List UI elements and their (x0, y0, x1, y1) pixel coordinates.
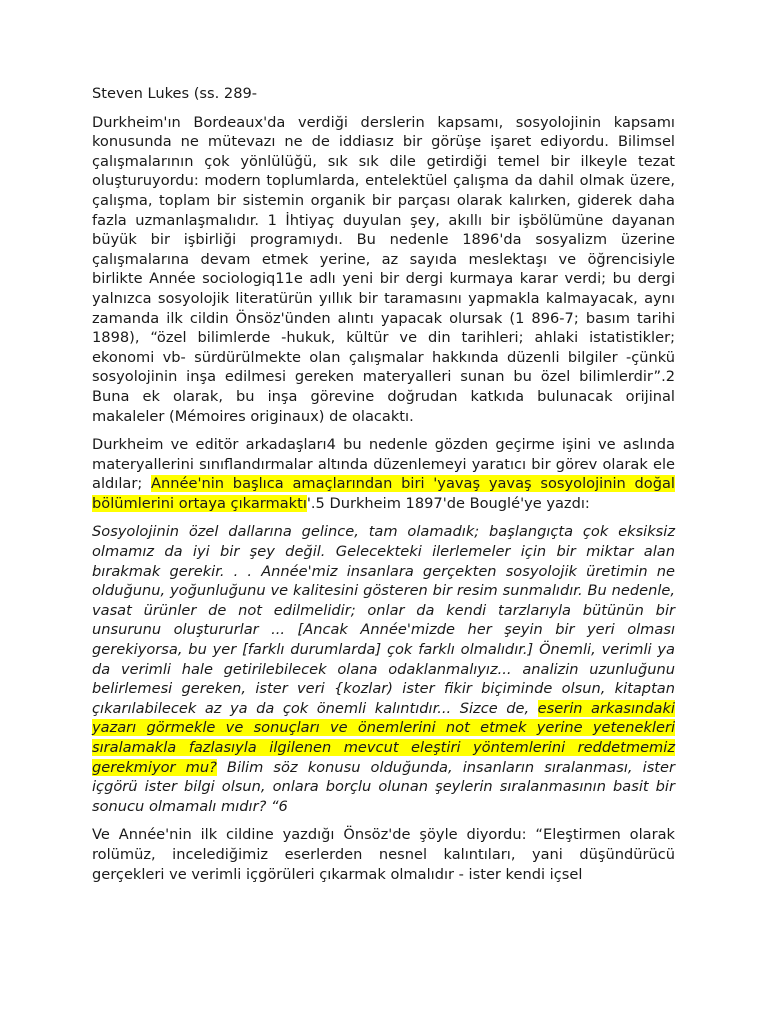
quote-text-after: Bilim söz konusu olduğunda, insanların sıralanması, ister içgörü ister bilgi olsun, onlara borçlu olunan şeylerin sıralanmasının basit bir sonucu olmamalı mıdır? “6 (92, 758, 675, 815)
document-heading: Steven Lukes (ss. 289- (92, 85, 258, 102)
paragraph-2-text-before: Durkheim ve editör arkadaşları4 bu nedenle gözden geçirme işini ve aslında materyallerini sınıflandırmalar altında düzenlemeyi yaratıcı bir görev olarak ele aldılar; (92, 436, 675, 493)
document-page (92, 84, 675, 893)
quote-highlight: eserin arkasındaki yazarı görmekle ve sonuçları ve önemlerini not etmek yerine yetenekleri sıralamakla fazlasıyla ilgilenen mevcut eleştiri yöntemlerini reddetmemiz gerekmiyor mu? (92, 699, 675, 776)
paragraph-4: Ve Année'nin ilk cildine yazdığı Önsöz'de şöyle diyordu: “Eleştirmen olarak rolümüz, incelediğimiz eserlerden nesnel kalıntıları, yani düşündürücü gerçekleri ve verimli içgörüleri çıkarmak olmalıdır - ister kendi içsel (92, 826, 675, 883)
block-quote (92, 522, 675, 816)
paragraph-2 (92, 435, 675, 513)
paragraph-1: Durkheim'ın Bordeaux'da verdiği derslerin kapsamı, sosyolojinin kapsamı konusunda ne mütevazı ne de iddiasız bir görüşe işaret ediyordu. Bilimsel çalışmalarının çok yönlülüğü, sık sık dile getirdiği temel bir ilkeyle tezat oluşturuyordu: modern toplumlarda, entelektüel çalışma da dahil olmak üzere, çalışma, toplam bir sistemin organik bir parçası olarak kalırken, giderek daha fazla uzmanlaşmalıdır. 1 İhtiyaç duyulan şey, akıllı bir işbölümüne dayanan büyük bir işbirliği programıydı. Bu nedenle 1896'da sosyalizm üzerine çalışmalarına devam etmek yerine, az sayıda meslektaşı ve öğrencisiyle birlikte Année sociologiq11e adlı yeni bir dergi kurmaya karar verdi; bu dergi yalnızca sosyolojik literatürün yıllık bir taramasını yapmakla kalmayacak, aynı zamanda ilk cildin Önsöz'ünden alıntı yapacak olursak (1 896-7; basım tarihi 1898), “özel bilimlerde -hukuk, kültür ve din tarihleri; ahlaki istatistikler; ekonomi vb- sürdürülmekte olan çalışmalar hakkında düzenli bilgiler -çünkü sosyolojinin inşa edilmesi gereken materyalleri sunan bu özel bilimlerdir”.2 Buna ek olarak, bu inşa görevine doğrudan katkıda bulunacak orijinal makaleler (Mémoires originaux) de olacaktı. (92, 113, 675, 425)
paragraph-2-highlight: Année'nin başlıca amaçlarından biri 'yavaş yavaş sosyolojinin doğal bölümlerini ortaya çıkarmaktı (92, 475, 675, 512)
quote-text-before: Sosyolojinin özel dallarına gelince, tam olamadık; başlangıçta çok eksiksiz olmamız da iyi bir şey değil. Gelecekteki ilerlemeler için bir miktar alan bırakmak gerekir. . . Année'miz insanlara gerçekten sosyolojik üretimin ne olduğunu, yoğunluğunu ve kalitesini gösteren bir resim sunmalıdır. Bu nedenle, vasat ürünler de not edilmelidir; onlar da kendi tarzlarıyla bütünün bir unsurunu oluştururlar ... [Ancak Année'mizde her şeyin bir yeri olması gerekiyorsa, bu yer [farklı durumlarda] çok farklı olmalıdır.] Önemli, verimli ya da verimli hale getirilebilecek olana odaklanmalıyız... analizin uzunluğunu belirlemesi gereken, ister veri {kozlar) ister fikir biçiminde olsun, kitaptan çıkarılabilecek az ya da çok önemli kalıntıdır... Sizce de, (92, 523, 675, 717)
paragraph-2-text-after: '.5 Durkheim 1897'de Bouglé'ye yazdı: (306, 494, 590, 512)
